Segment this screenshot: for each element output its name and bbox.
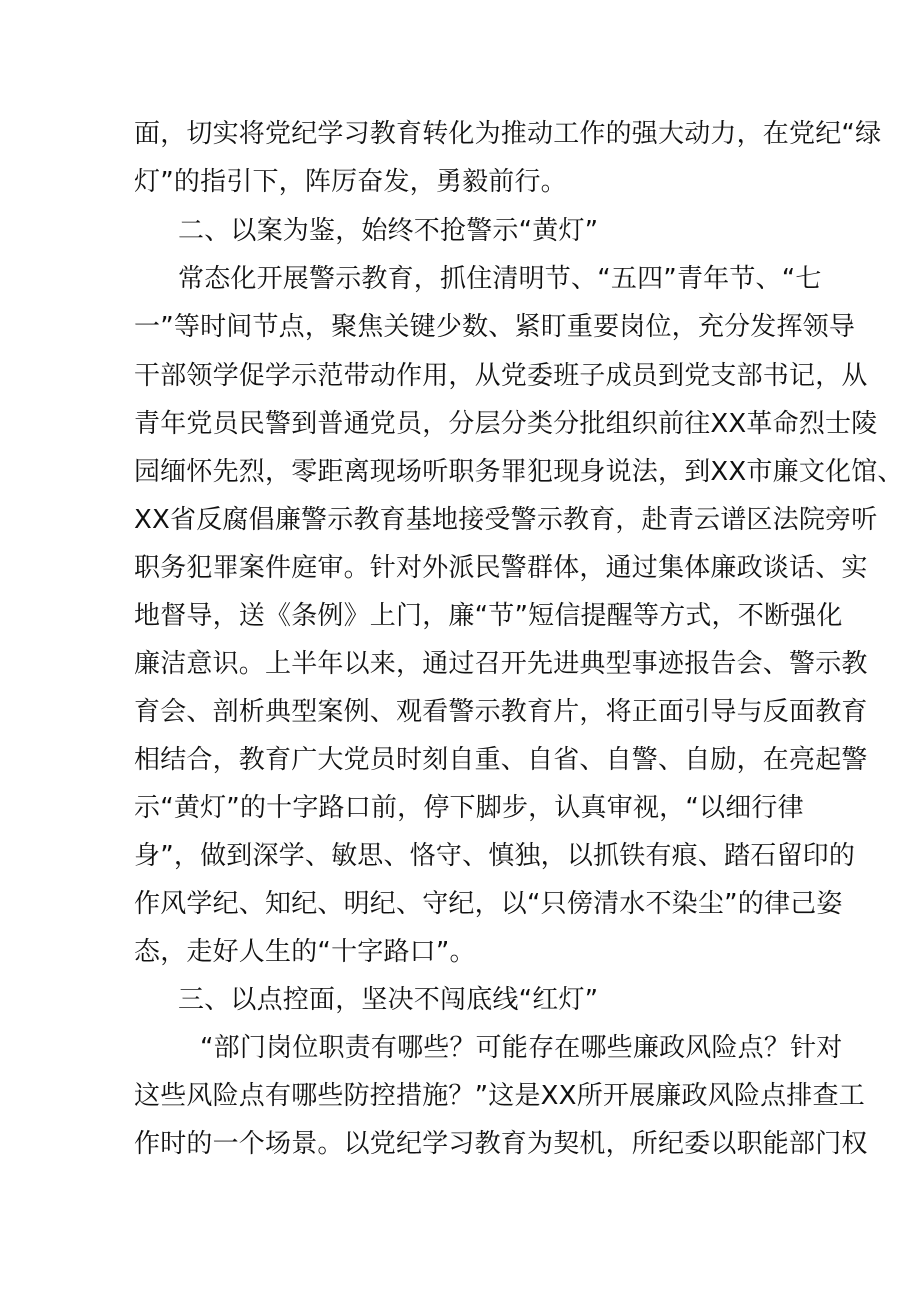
paragraph-line: 相结合，教育广大党员时刻自重、自省、自警、自励，在亮起警 [134,745,868,775]
paragraph-line: 灯”的指引下，阵厉奋发，勇毅前行。 [134,167,567,197]
paragraph-line: 作时的一个场景。以党纪学习教育为契机，所纪委以职能部门权 [134,1129,868,1159]
paragraph-line: 廉洁意识。上半年以来，通过召开先进典型事迹报告会、警示教 [134,649,868,679]
paragraph-line: 园缅怀先烈，零距离现场听职务罪犯现身说法，到XX市廉文化馆、 [134,457,904,487]
paragraph-line: 面，切实将党纪学习教育转化为推动工作的强大动力，在党纪“绿 [134,119,882,149]
paragraph-line: 这些风险点有哪些防控措施？”这是XX所开展廉政风险点排查工 [134,1081,865,1111]
paragraph-line: “部门岗位职责有哪些？可能存在哪些廉政风险点？针对 [200,1033,843,1063]
paragraph-line: 常态化开展警示教育，抓住清明节、“五四”青年节、“七 [178,264,822,294]
paragraph-line: 青年党员民警到普通党员，分层分类分批组织前往XX革命烈士陵 [134,409,878,439]
paragraph-line: 作风学纪、知纪、明纪、守纪，以“只傍清水不染尘”的律己姿 [134,889,843,919]
section-heading-3: 三、以点控面，坚决不闯底线“红灯” [178,985,599,1015]
paragraph-line: 育会、剖析典型案例、观看警示教育片，将正面引导与反面教育 [134,697,868,727]
section-heading-2: 二、以案为鉴，始终不抢警示“黄灯” [178,216,599,246]
paragraph-line: 态，走好人生的“十字路口”。 [134,937,476,967]
paragraph-line: 身”，做到深学、敏思、恪守、慎独，以抓铁有痕、踏石留印的 [134,841,856,871]
paragraph-line: 职务犯罪案件庭审。针对外派民警群体，通过集体廉政谈话、实 [134,553,868,583]
paragraph-line: 示“黄灯”的十字路口前，停下脚步，认真审视，“以细行律 [134,793,804,823]
paragraph-line: 干部领学促学示范带动作用，从党委班子成员到党支部书记，从 [134,361,868,391]
paragraph-line: 一”等时间节点，聚焦关键少数、紧盯重要岗位，充分发挥领导 [134,312,856,342]
paragraph-line: XX省反腐倡廉警示教育基地接受警示教育，赴青云谱区法院旁听 [134,505,878,535]
paragraph-line: 地督导，送《条例》上门，廉“节”短信提醒等方式，不断强化 [134,601,843,631]
